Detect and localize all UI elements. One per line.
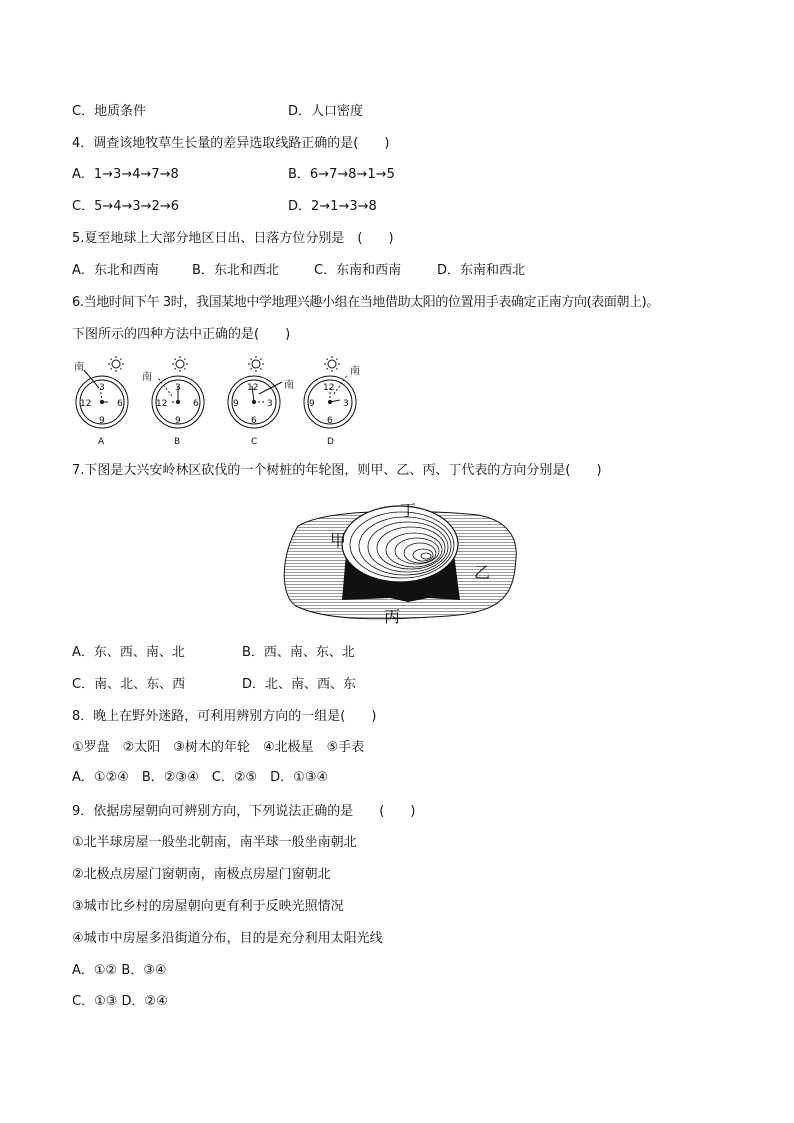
clock-b-num-6: 6: [193, 399, 199, 409]
q9-item-3: ③城市比乡村的房屋朝向更有利于反映光照情况: [72, 899, 344, 914]
q7-option-a: A．东、西、南、北: [72, 645, 185, 660]
q4-option-b: B．6→7→8→1→5: [288, 167, 395, 182]
clock-c-num-9: 9: [233, 399, 239, 409]
watch-figure: [66, 352, 376, 448]
q9-stem: 9．依据房屋朝向可辨别方向，下列说法正确的是 ( ): [72, 804, 416, 819]
clock-b-num-9: 9: [175, 416, 181, 426]
q5-option-a: A．东北和西南: [72, 263, 159, 278]
clock-a-south: 南: [74, 362, 84, 373]
clock-b-num-12: 12: [156, 399, 168, 409]
stump-label-yi: 乙: [474, 563, 491, 582]
q6-stem-line1: 6.当地时间下午 3时，我国某地中学地理兴趣小组在当地借助太阳的位置用手表确定正南方向(表面朝上)。: [72, 295, 659, 310]
q4-option-c: C．5→4→3→2→6: [72, 199, 180, 214]
q6-stem-line2: 下图所示的四种方法中正确的是( ): [72, 327, 291, 342]
q4-option-a: A．1→3→4→7→8: [72, 167, 179, 182]
q9-item-4: ④城市中房屋多沿街道分布，目的是充分利用太阳光线: [72, 931, 383, 946]
sun-icon-a: [108, 356, 124, 372]
clock-d-num-3: 3: [343, 399, 349, 409]
clock-a-num-6: 6: [117, 399, 123, 409]
clock-d-letter: D: [327, 437, 334, 447]
q7-stem: 7.下图是大兴安岭林区砍伐的一个树桩的年轮图，则甲、乙、丙、丁代表的方向分别是( ): [72, 463, 602, 478]
q9-options-line2: C．①③ D．②④: [72, 994, 168, 1009]
clock-d-num-6: 6: [327, 416, 333, 426]
q5-option-d: D．东南和西北: [437, 263, 526, 278]
q3-option-c: C．地质条件: [72, 104, 147, 119]
sun-icon-d: [324, 356, 340, 372]
clock-c-num-3: 3: [267, 399, 273, 409]
q9-item-1: ①北半球房屋一般坐北朝南，南半球一般坐南朝北: [72, 835, 357, 850]
q5-option-b: B．东北和西北: [192, 263, 279, 278]
q5-option-c: C．东南和西南: [314, 263, 402, 278]
clock-a-letter: A: [98, 437, 105, 447]
stump-label-jia: 甲: [330, 531, 347, 550]
q9-options-line1: A．①② B．③④: [72, 963, 167, 978]
clock-b-num-3: 3: [175, 383, 181, 393]
q7-option-d: D．北、南、西、东: [242, 677, 357, 692]
clock-a-num-12: 12: [80, 399, 92, 409]
q3-option-d: D．人口密度: [288, 104, 364, 119]
q5-stem: 5.夏至地球上大部分地区日出、日落方位分别是 ( ): [72, 231, 394, 246]
tree-stump-figure: [278, 496, 524, 626]
q9-item-2: ②北极点房屋门窗朝南，南极点房屋门窗朝北: [72, 867, 331, 882]
clock-c-num-12: 12: [247, 383, 259, 393]
q7-option-b: B．西、南、东、北: [242, 645, 355, 660]
q8-items: ①罗盘 ②太阳 ③树木的年轮 ④北极星 ⑤手表: [72, 740, 365, 755]
clock-c-south: 南: [284, 380, 294, 391]
clock-a-num-3: 3: [99, 383, 105, 393]
clock-d-num-12: 12: [323, 383, 335, 393]
clock-c-letter: C: [251, 437, 258, 447]
clock-c-num-6: 6: [251, 416, 257, 426]
clock-a-num-9: 9: [99, 416, 105, 426]
q8-options: A．①②④ B．②③④ C．②⑤ D．①③④: [72, 770, 329, 785]
q4-option-d: D．2→1→3→8: [288, 199, 377, 214]
stump-label-bing: 丙: [384, 607, 401, 626]
clock-b-south: 南: [142, 372, 152, 383]
sun-icon-b: [172, 356, 188, 372]
clock-d-south: 南: [350, 366, 360, 377]
clock-b-letter: B: [174, 437, 181, 447]
q4-stem: 4．调查该地牧草生长量的差异选取线路正确的是( ): [72, 136, 390, 151]
q8-stem: 8．晚上在野外迷路，可利用辨别方向的一组是( ): [72, 709, 377, 724]
stump-label-ding: 丁: [400, 501, 417, 520]
sun-icon-c: [248, 356, 264, 372]
clock-d-num-9: 9: [309, 399, 315, 409]
q7-option-c: C．南、北、东、西: [72, 677, 186, 692]
